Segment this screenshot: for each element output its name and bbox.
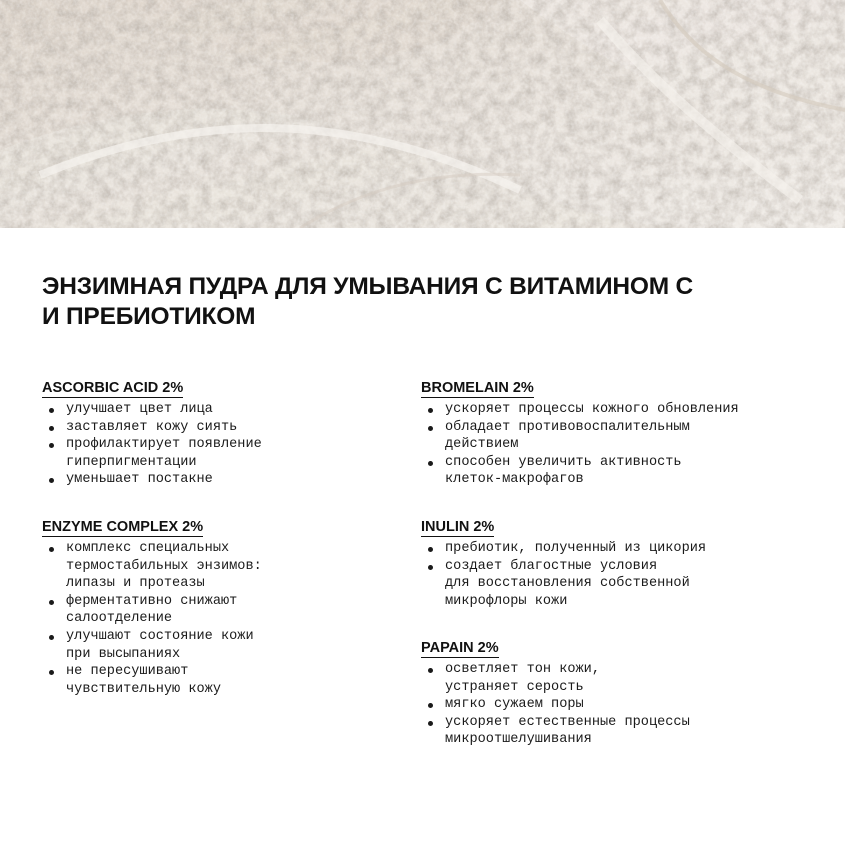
ingredient-inulin (421, 518, 801, 610)
benefit-text: заставляет кожу сиять (66, 419, 238, 435)
bullet-dot-icon (428, 426, 433, 431)
benefit-list (421, 540, 801, 610)
benefit-text: осветляет тон кожи, устраняет серость (445, 662, 600, 695)
benefit-text: улучшают состояние кожи при высыпаниях (66, 628, 254, 662)
ingredient-heading: INULIN 2% (421, 519, 495, 535)
benefit-item (421, 401, 801, 419)
benefit-item (42, 540, 422, 593)
benefit-item (421, 558, 801, 611)
benefit-list (42, 540, 422, 698)
bullet-dot-icon (428, 668, 433, 673)
benefit-item (421, 419, 801, 454)
bullet-dot-icon (428, 461, 433, 466)
ingredient-bromelain (421, 379, 801, 489)
benefit-text: мягко сужаем поры (445, 697, 584, 713)
page-title-line-2: И ПРЕБИОТИКОМ (42, 303, 256, 330)
benefit-item (421, 661, 801, 696)
ingredient-heading: ENZYME COMPLEX 2% (42, 519, 204, 535)
bullet-dot-icon (49, 670, 54, 675)
ingredient-enzyme-complex (42, 518, 422, 698)
benefit-text: способен увеличить активность клеток-макрофагов (445, 454, 682, 488)
benefit-item (42, 593, 422, 628)
benefit-item (42, 401, 422, 419)
ingredient-heading: ASCORBIC ACID 2% (42, 380, 184, 396)
benefit-list (421, 401, 801, 489)
benefit-list (42, 401, 422, 489)
bullet-dot-icon (49, 478, 54, 483)
benefit-list (421, 661, 801, 749)
page-title (42, 272, 812, 332)
bullet-dot-icon (49, 426, 54, 431)
benefit-item (42, 663, 422, 698)
benefit-text: профилактирует появление гиперпигментации (66, 437, 262, 470)
benefit-text: ускоряет естественные процессы микроотшелушивания (445, 714, 690, 748)
ingredient-ascorbic-acid (42, 379, 422, 489)
ingredient-heading: BROMELAIN 2% (421, 380, 534, 396)
bullet-dot-icon (428, 721, 433, 726)
benefit-item (42, 628, 422, 663)
benefit-item (421, 540, 801, 558)
bullet-dot-icon (49, 408, 54, 413)
benefit-item (42, 471, 422, 489)
benefit-text: пребиотик, полученный из цикория (445, 541, 707, 556)
benefit-text: ускоряет процессы кожного обновления (445, 402, 739, 417)
bullet-dot-icon (428, 565, 433, 570)
page-title-line-1: ЭНЗИМНАЯ ПУДРА ДЛЯ УМЫВАНИЯ С ВИТАМИНОМ С (42, 273, 694, 300)
benefit-text: не пересушивают чувствительную кожу (66, 664, 221, 697)
benefit-item (421, 696, 801, 714)
bullet-dot-icon (428, 408, 433, 413)
benefit-text: уменьшает постакне (66, 472, 213, 488)
powder-texture-image (0, 0, 845, 228)
bullet-dot-icon (49, 443, 54, 448)
benefit-item (42, 436, 422, 471)
benefit-item (421, 714, 801, 749)
benefit-text: ферментативно снижают салоотделение (66, 593, 238, 627)
bullet-dot-icon (428, 547, 433, 552)
benefit-item (421, 454, 801, 489)
bullet-dot-icon (428, 703, 433, 708)
ingredient-papain (421, 639, 801, 749)
benefit-text: обладает противовоспалительным действием (445, 419, 690, 453)
bullet-dot-icon (49, 635, 54, 640)
benefit-item (42, 419, 422, 437)
ingredient-heading: PAPAIN 2% (421, 640, 499, 656)
bullet-dot-icon (49, 600, 54, 605)
benefit-text: создает благостные условия для восстановления собственной микрофлоры кожи (445, 558, 690, 609)
powder-texture-graphic (0, 0, 845, 228)
benefit-text: улучшает цвет лица (66, 402, 213, 417)
bullet-dot-icon (49, 547, 54, 552)
benefit-text: комплекс специальных термостабильных энзимов: липазы и протеазы (66, 541, 262, 592)
